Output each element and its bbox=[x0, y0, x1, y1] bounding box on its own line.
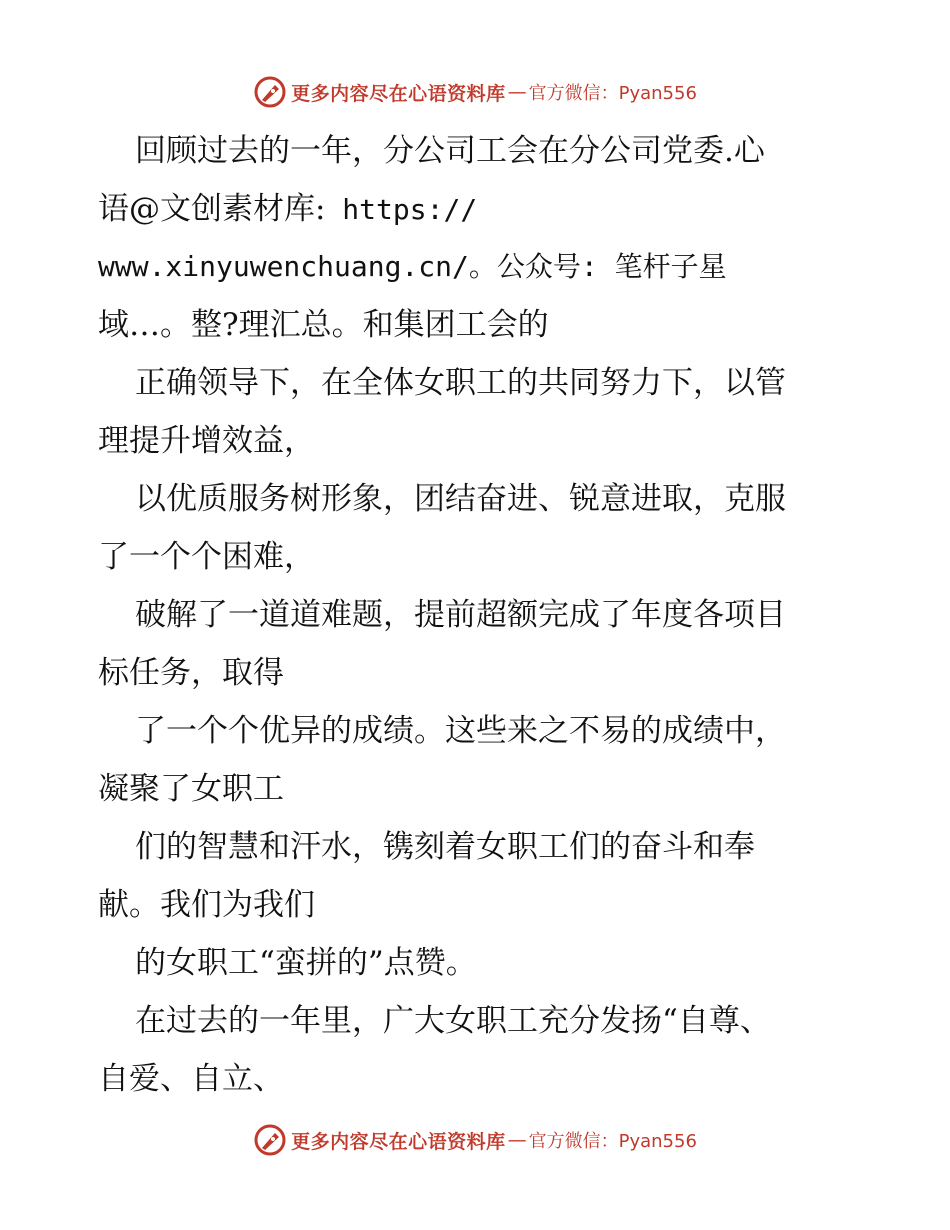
pen-nib-logo-icon bbox=[253, 1123, 287, 1157]
document-body bbox=[98, 122, 858, 1108]
text-line: 自爱、自立、 bbox=[98, 1061, 284, 1097]
text-line: 献。我们为我们 bbox=[98, 887, 315, 923]
footer-banner bbox=[0, 1120, 950, 1160]
header-contact: 官方微信：Pyan556 bbox=[528, 83, 697, 104]
header-separator: — bbox=[507, 81, 527, 103]
text-line: 标任务，取得 bbox=[98, 655, 284, 691]
text-line: 语@文创素材库: https:// bbox=[98, 191, 478, 227]
footer-separator: — bbox=[507, 1129, 527, 1151]
header-site-name: 更多内容尽在心语资料库 bbox=[291, 82, 506, 105]
text-line: 理提升增效益， bbox=[98, 423, 315, 459]
text-line: 了一个个困难， bbox=[98, 539, 315, 575]
text-line: 正确领导下，在全体女职工的共同努力下，以管 bbox=[135, 365, 786, 401]
text-line: 在过去的一年里，广大女职工充分发扬“自尊、 bbox=[135, 1003, 771, 1039]
text-line: www.xinyuwenchuang.cn/。公众号: 笔杆子星 bbox=[98, 250, 727, 283]
text-line: 域…。整?理汇总。和集团工会的 bbox=[98, 307, 549, 343]
header-banner bbox=[0, 72, 950, 112]
text-line: 们的智慧和汗水，镌刻着女职工们的奋斗和奉 bbox=[135, 829, 755, 865]
text-line: 凝聚了女职工 bbox=[98, 771, 284, 807]
text-line: 的女职工“蛮拼的”点赞。 bbox=[135, 945, 477, 981]
pen-nib-logo-icon bbox=[253, 75, 287, 109]
footer-site-name: 更多内容尽在心语资料库 bbox=[291, 1130, 506, 1153]
text-line: 破解了一道道难题，提前超额完成了年度各项目 bbox=[135, 597, 786, 633]
text-line: 以优质服务树形象，团结奋进、锐意进取，克服 bbox=[135, 481, 786, 517]
text-line: 回顾过去的一年，分公司工会在分公司党委.心 bbox=[135, 133, 765, 169]
text-line: 了一个个优异的成绩。这些来之不易的成绩中， bbox=[135, 713, 786, 749]
footer-contact: 官方微信：Pyan556 bbox=[528, 1131, 697, 1152]
